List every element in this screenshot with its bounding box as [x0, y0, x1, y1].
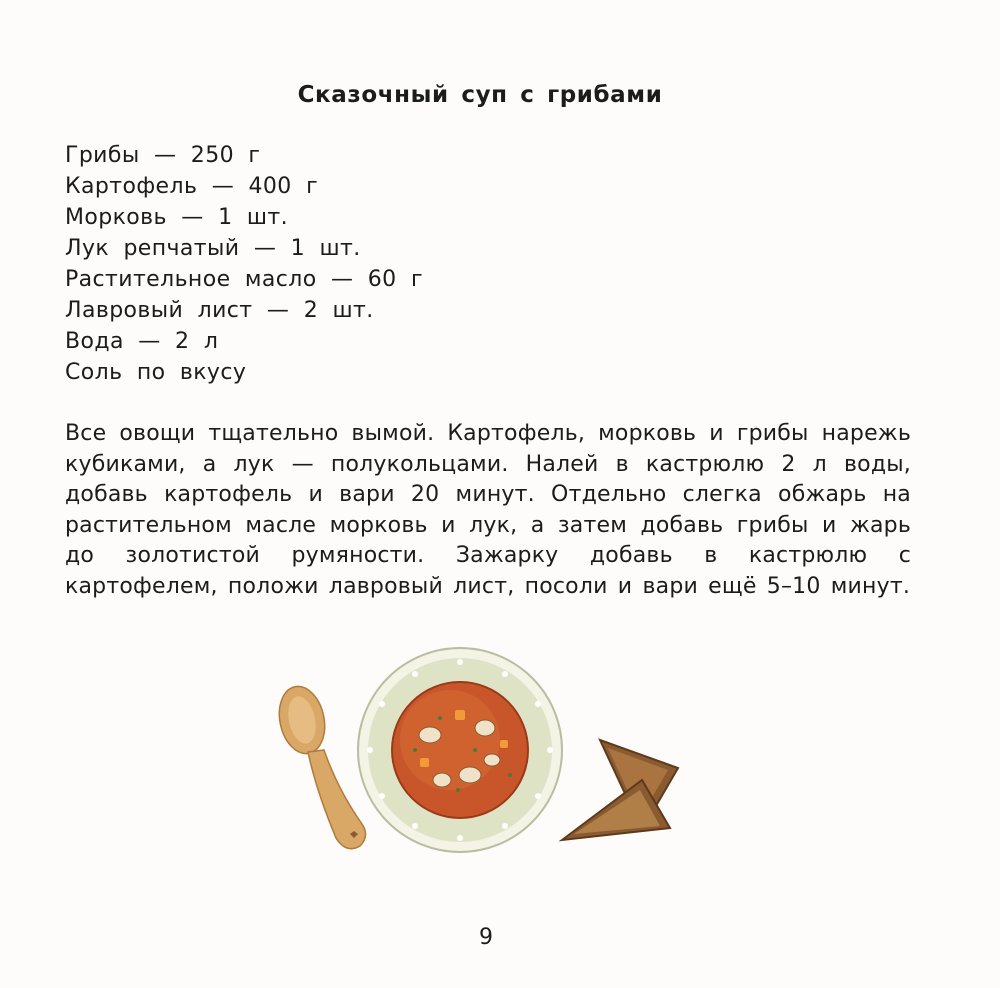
page-number: 9 — [479, 925, 493, 950]
ingredient-item: Лавровый лист — 2 шт. — [65, 298, 374, 323]
ingredient-item: Морковь — 1 шт. — [65, 205, 289, 230]
ingredient-item: Картофель — 400 г — [65, 174, 319, 199]
ingredient-item: Грибы — 250 г — [65, 143, 261, 168]
ingredient-item: Растительное масло — 60 г — [65, 267, 423, 292]
soup-bowl-icon — [358, 648, 562, 852]
ingredient-item: Лук репчатый — 1 шт. — [65, 236, 361, 261]
recipe-title: Сказочный суп с грибами — [297, 82, 663, 108]
bread-icon — [562, 740, 678, 840]
ingredient-item: Вода — 2 л — [65, 329, 219, 354]
recipe-instructions: Все овощи тщательно вымой. Картофель, морковь и грибы нарежь кубиками, а лук — полукольцами. Налей в кастрюлю 2 л воды, добавь картофель и вари 20 минут. Отдельно слегка обжарь на растительном масле морковь и лук, а затем добавь грибы и жарь до золотистой румяности. Зажарку добавь в кастрюлю с картофелем, положи лавровый лист, посоли и вари ещё 5–10 минут. — [65, 421, 911, 599]
ingredient-item: Соль по вкусу — [65, 360, 247, 385]
soup-illustration — [270, 640, 690, 870]
spoon-icon — [273, 682, 365, 848]
ingredient-list — [65, 140, 423, 388]
